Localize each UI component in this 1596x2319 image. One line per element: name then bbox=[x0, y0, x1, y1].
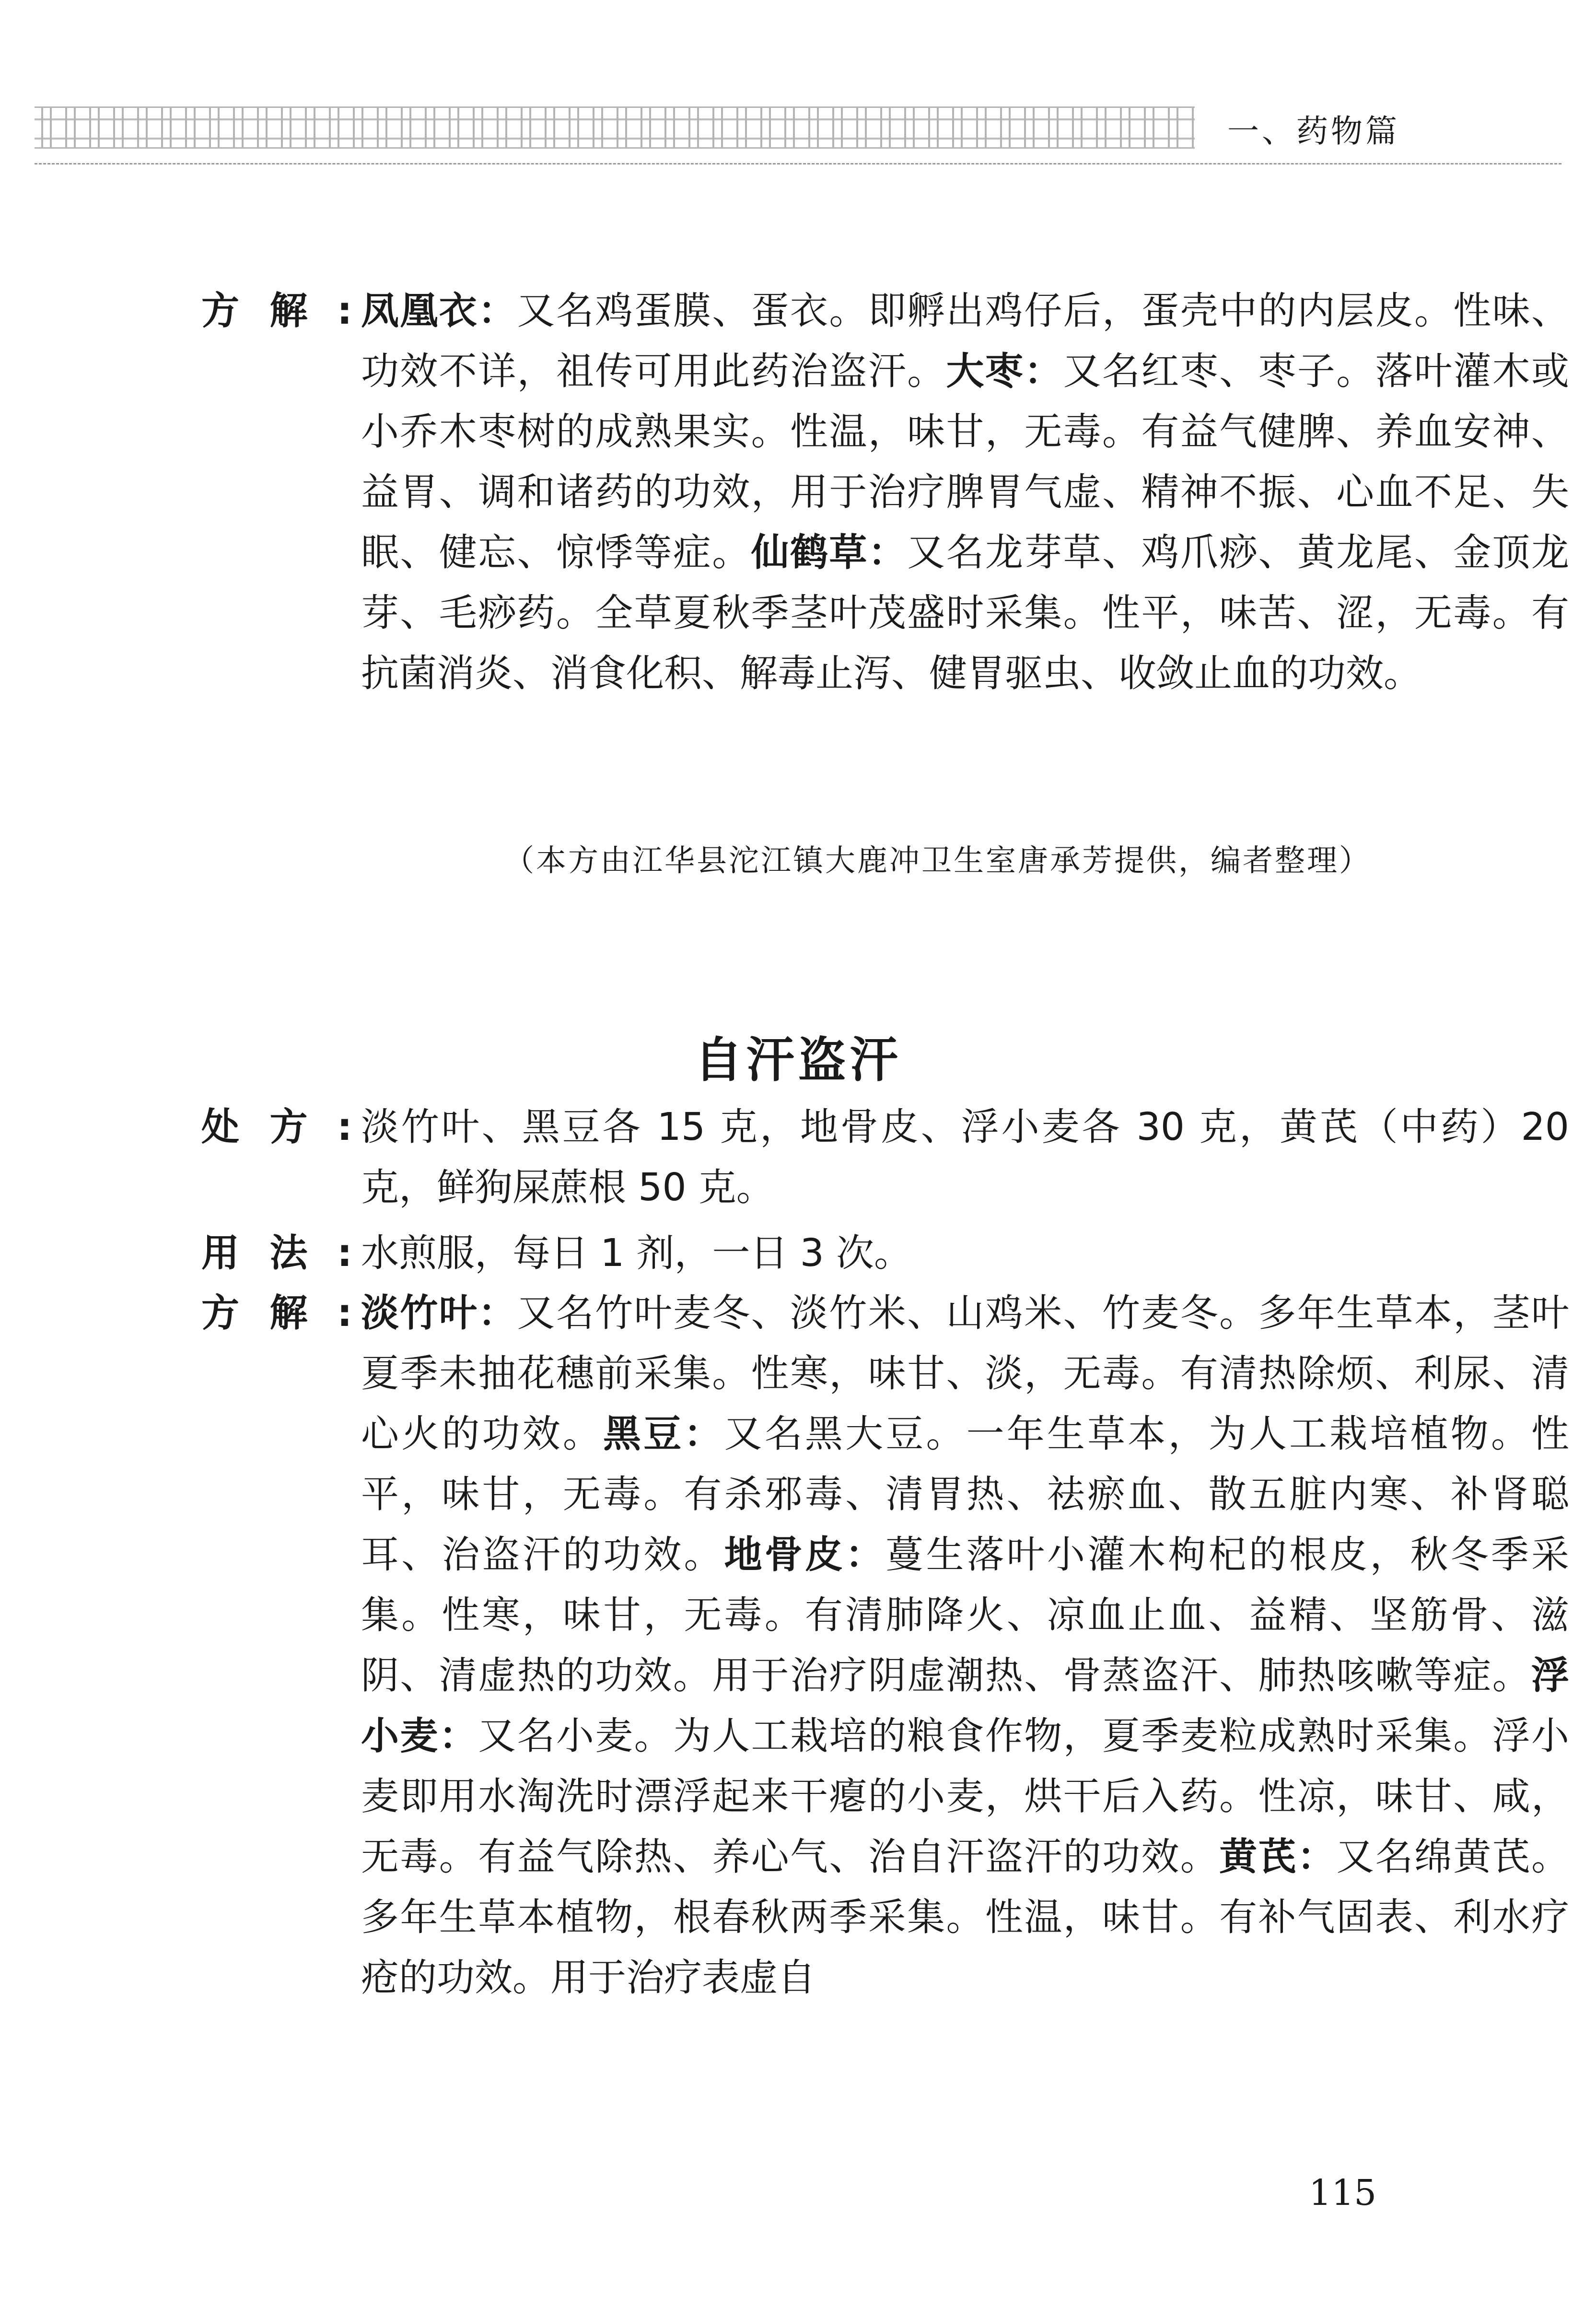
label-char-2: 法 bbox=[269, 1231, 308, 1275]
herb-text-dazao: 又名红枣、枣子。落叶灌木或小乔木枣树的成熟果实。性温，味甘，无毒。有益气健脾、养血安神、益胃、调和诸药的功效，用于治疗脾胃气虚、精神不振、心血不足、失眠、健忘、惊悸等症。 bbox=[361, 349, 1570, 574]
page-number: 115 bbox=[1309, 2172, 1377, 2214]
herb-name-huangqi: 黄芪： bbox=[1219, 1835, 1337, 1879]
herb-text-fuxiaomai: 又名小麦。为人工栽培的粮食作物，夏季麦粒成熟时采集。浮小麦即用水淘洗时漂浮起来干瘪的小麦，烘干后入药。性凉，味甘、咸，无毒。有益气除热、养心气、治自汗盗汗的功效。 bbox=[361, 1714, 1570, 1879]
running-header-title: 一、药物篇 bbox=[1227, 113, 1400, 150]
entry-prescription bbox=[201, 1097, 1569, 1218]
label-colon: : bbox=[337, 1105, 352, 1149]
header-divider bbox=[35, 163, 1561, 164]
entry-text: 水煎服，每日 1 剂，一日 3 次。 bbox=[361, 1231, 912, 1275]
entry-usage bbox=[201, 1223, 1569, 1283]
herb-text-xianhecao: 又名龙芽草、鸡爪痧、黄龙尾、金顶龙芽、毛痧药。全草夏秋季茎叶茂盛时采集。性平，味苦、涩，无毒。有抗菌消炎、消食化积、解毒止泻、健胃驱虫、收敛止血的功效。 bbox=[361, 530, 1570, 695]
entry-label bbox=[201, 1097, 361, 1157]
herb-name-heidou: 黑豆： bbox=[603, 1412, 724, 1456]
entry-explanation-1 bbox=[201, 281, 1569, 703]
herb-text-huangqi: 又名绵黄芪。多年生草本植物，根春秋两季采集。性温，味甘。有补气固表、利水疗疮的功效。用于治疗表虚自 bbox=[361, 1835, 1570, 2000]
entry-explanation-2 bbox=[201, 1283, 1569, 2008]
label-char-2: 方 bbox=[269, 1105, 308, 1149]
herb-text-heidou: 又名黑大豆。一年生草本，为人工栽培植物。性平，味甘，无毒。有杀邪毒、清胃热、祛瘀血、散五脏内寒、补肾聪耳、治盗汗的功效。 bbox=[361, 1412, 1570, 1577]
label-colon: : bbox=[337, 289, 352, 333]
herb-name-digupi: 地骨皮： bbox=[724, 1533, 886, 1577]
herb-name-xianhecao: 仙鹤草： bbox=[751, 530, 908, 574]
label-colon: : bbox=[337, 1291, 352, 1335]
label-char-2: 解 bbox=[269, 1291, 308, 1335]
entry-text bbox=[361, 1283, 1569, 2008]
herb-name-fuxiaomai: 浮小麦： bbox=[361, 1653, 1569, 1758]
entry-text bbox=[361, 281, 1569, 703]
label-char-1: 用 bbox=[201, 1231, 239, 1275]
label-char-1: 方 bbox=[201, 289, 239, 333]
entry-label bbox=[201, 281, 361, 341]
herb-text-danzhuye: 又名竹叶麦冬、淡竹米、山鸡米、竹麦冬。多年生草本，茎叶夏季未抽花穗前采集。性寒，味甘、淡，无毒。有清热除烦、利尿、清心火的功效。 bbox=[361, 1291, 1570, 1456]
label-char-1: 处 bbox=[201, 1105, 239, 1149]
entry-label bbox=[201, 1223, 361, 1283]
entry-text: 淡竹叶、黑豆各 15 克，地骨皮、浮小麦各 30 克，黄芪（中药）20 克，鲜狗屎蔗根 50 克。 bbox=[361, 1105, 1569, 1209]
herb-text-fenghuangyi: 又名鸡蛋膜、蛋衣。即孵出鸡仔后，蛋壳中的内层皮。性味、功效不详，祖传可用此药治盗汗。 bbox=[361, 289, 1570, 393]
entry-label bbox=[201, 1283, 361, 1343]
herb-name-danzhuye: 淡竹叶： bbox=[361, 1291, 517, 1335]
herb-name-dazao: 大枣： bbox=[946, 349, 1063, 393]
section-title: 自汗盗汗 bbox=[694, 1031, 902, 1088]
herb-text-digupi: 蔓生落叶小灌木枸杞的根皮，秋冬季采集。性寒，味甘，无毒。有清肺降火、凉血止血、益精、坚筋骨、滋阴、清虚热的功效。用于治疗阴虚潮热、骨蒸盗汗、肺热咳嗽等症。 bbox=[361, 1533, 1570, 1698]
herb-name-fenghuangyi: 凤凰衣： bbox=[361, 289, 517, 333]
header-ornament bbox=[35, 106, 1195, 149]
label-char-1: 方 bbox=[201, 1291, 239, 1335]
source-note: （本方由江华县沱江镇大鹿冲卫生室唐承芳提供，编者整理） bbox=[504, 843, 1371, 878]
label-char-2: 解 bbox=[269, 289, 308, 333]
label-colon: : bbox=[337, 1231, 352, 1275]
